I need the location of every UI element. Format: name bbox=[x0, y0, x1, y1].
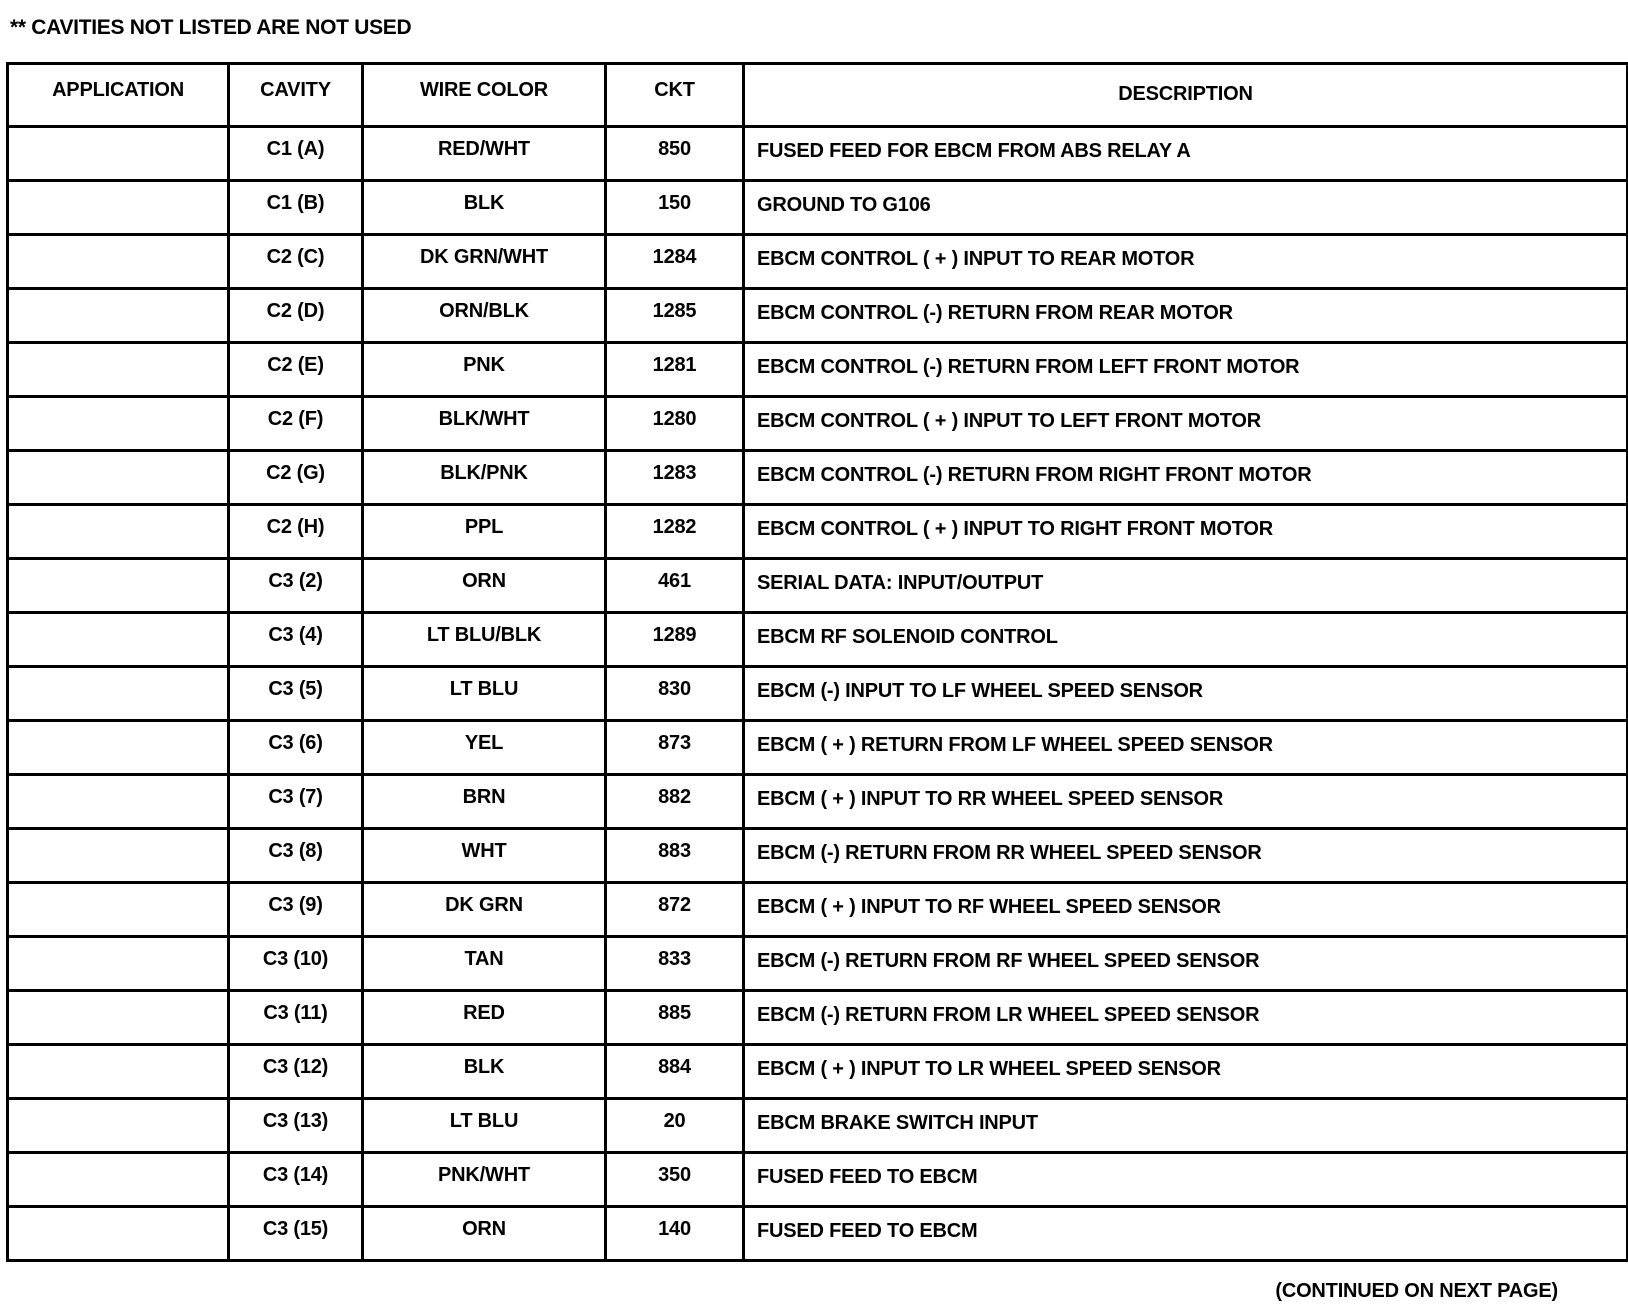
wire-color-cell: ORN/BLK bbox=[363, 289, 606, 343]
ckt-cell: 885 bbox=[606, 991, 744, 1045]
table-row bbox=[8, 559, 1628, 613]
description-cell: EBCM CONTROL (-) RETURN FROM LEFT FRONT MOTOR bbox=[744, 343, 1628, 397]
application-cell bbox=[8, 991, 229, 1045]
table-row bbox=[8, 1045, 1628, 1099]
table-row bbox=[8, 289, 1628, 343]
application-cell bbox=[8, 937, 229, 991]
wire-color-cell: LT BLU bbox=[363, 1099, 606, 1153]
wire-color-cell: ORN bbox=[363, 1207, 606, 1261]
ckt-cell: 1282 bbox=[606, 505, 744, 559]
ckt-cell: 20 bbox=[606, 1099, 744, 1153]
ckt-cell: 350 bbox=[606, 1153, 744, 1207]
application-cell bbox=[8, 127, 229, 181]
table-body bbox=[8, 127, 1628, 1261]
description-cell: FUSED FEED TO EBCM bbox=[744, 1207, 1628, 1261]
cavity-cell: C3 (15) bbox=[229, 1207, 363, 1261]
description-cell: EBCM CONTROL (-) RETURN FROM RIGHT FRONT MOTOR bbox=[744, 451, 1628, 505]
table-row bbox=[8, 613, 1628, 667]
application-cell bbox=[8, 505, 229, 559]
cavity-cell: C3 (7) bbox=[229, 775, 363, 829]
cavity-cell: C2 (C) bbox=[229, 235, 363, 289]
description-cell: FUSED FEED FOR EBCM FROM ABS RELAY A bbox=[744, 127, 1628, 181]
table-row bbox=[8, 235, 1628, 289]
ckt-cell: 830 bbox=[606, 667, 744, 721]
wire-color-cell: DK GRN bbox=[363, 883, 606, 937]
ckt-cell: 1281 bbox=[606, 343, 744, 397]
cavity-cell: C3 (6) bbox=[229, 721, 363, 775]
wire-color-cell: BLK/PNK bbox=[363, 451, 606, 505]
ckt-cell: 1280 bbox=[606, 397, 744, 451]
table-row bbox=[8, 397, 1628, 451]
wire-color-cell: BLK/WHT bbox=[363, 397, 606, 451]
header-description: DESCRIPTION bbox=[744, 64, 1628, 127]
table-row bbox=[8, 505, 1628, 559]
ckt-cell: 882 bbox=[606, 775, 744, 829]
wire-color-cell: RED/WHT bbox=[363, 127, 606, 181]
table-row bbox=[8, 1153, 1628, 1207]
application-cell bbox=[8, 721, 229, 775]
application-cell bbox=[8, 1207, 229, 1261]
description-cell: EBCM ( + ) INPUT TO RF WHEEL SPEED SENSOR bbox=[744, 883, 1628, 937]
cavity-cell: C3 (2) bbox=[229, 559, 363, 613]
table-row bbox=[8, 1207, 1628, 1261]
cavity-cell: C2 (F) bbox=[229, 397, 363, 451]
ckt-cell: 883 bbox=[606, 829, 744, 883]
ckt-cell: 150 bbox=[606, 181, 744, 235]
description-cell: EBCM CONTROL ( + ) INPUT TO REAR MOTOR bbox=[744, 235, 1628, 289]
wire-color-cell: BLK bbox=[363, 181, 606, 235]
application-cell bbox=[8, 181, 229, 235]
wire-color-cell: TAN bbox=[363, 937, 606, 991]
application-cell bbox=[8, 1045, 229, 1099]
application-cell bbox=[8, 775, 229, 829]
wire-color-cell: LT BLU/BLK bbox=[363, 613, 606, 667]
table-row bbox=[8, 181, 1628, 235]
description-cell: SERIAL DATA: INPUT/OUTPUT bbox=[744, 559, 1628, 613]
ckt-cell: 1284 bbox=[606, 235, 744, 289]
description-cell: EBCM ( + ) INPUT TO RR WHEEL SPEED SENSOR bbox=[744, 775, 1628, 829]
description-cell: EBCM (-) RETURN FROM RR WHEEL SPEED SENSOR bbox=[744, 829, 1628, 883]
table-row bbox=[8, 343, 1628, 397]
wire-color-cell: RED bbox=[363, 991, 606, 1045]
header-application: APPLICATION bbox=[8, 64, 229, 127]
header-ckt: CKT bbox=[606, 64, 744, 127]
description-cell: EBCM (-) RETURN FROM RF WHEEL SPEED SENSOR bbox=[744, 937, 1628, 991]
description-cell: EBCM (-) RETURN FROM LR WHEEL SPEED SENSOR bbox=[744, 991, 1628, 1045]
application-cell bbox=[8, 829, 229, 883]
cavity-cell: C3 (12) bbox=[229, 1045, 363, 1099]
ckt-cell: 873 bbox=[606, 721, 744, 775]
cavity-cell: C3 (14) bbox=[229, 1153, 363, 1207]
table-row bbox=[8, 1099, 1628, 1153]
application-cell bbox=[8, 451, 229, 505]
description-cell: EBCM ( + ) RETURN FROM LF WHEEL SPEED SENSOR bbox=[744, 721, 1628, 775]
application-cell bbox=[8, 1153, 229, 1207]
cavity-cell: C1 (B) bbox=[229, 181, 363, 235]
description-cell: EBCM RF SOLENOID CONTROL bbox=[744, 613, 1628, 667]
ckt-cell: 461 bbox=[606, 559, 744, 613]
ckt-cell: 1285 bbox=[606, 289, 744, 343]
table-row bbox=[8, 829, 1628, 883]
table-row bbox=[8, 883, 1628, 937]
table-row bbox=[8, 937, 1628, 991]
ckt-cell: 1289 bbox=[606, 613, 744, 667]
header-row bbox=[8, 64, 1628, 127]
cavity-cell: C2 (D) bbox=[229, 289, 363, 343]
application-cell bbox=[8, 397, 229, 451]
cavity-cell: C3 (8) bbox=[229, 829, 363, 883]
cavity-cell: C3 (11) bbox=[229, 991, 363, 1045]
wire-color-cell: YEL bbox=[363, 721, 606, 775]
wire-color-cell: PNK/WHT bbox=[363, 1153, 606, 1207]
application-cell bbox=[8, 289, 229, 343]
description-cell: GROUND TO G106 bbox=[744, 181, 1628, 235]
cavity-cell: C2 (G) bbox=[229, 451, 363, 505]
header-wire-color: WIRE COLOR bbox=[363, 64, 606, 127]
table-row bbox=[8, 667, 1628, 721]
ckt-cell: 872 bbox=[606, 883, 744, 937]
description-cell: EBCM BRAKE SWITCH INPUT bbox=[744, 1099, 1628, 1153]
cavity-cell: C3 (13) bbox=[229, 1099, 363, 1153]
ckt-cell: 884 bbox=[606, 1045, 744, 1099]
table-row bbox=[8, 775, 1628, 829]
cavity-cell: C3 (4) bbox=[229, 613, 363, 667]
cavity-cell: C2 (H) bbox=[229, 505, 363, 559]
description-cell: EBCM CONTROL (-) RETURN FROM REAR MOTOR bbox=[744, 289, 1628, 343]
cavity-cell: C1 (A) bbox=[229, 127, 363, 181]
connector-pinout-table bbox=[6, 62, 1628, 1262]
ckt-cell: 833 bbox=[606, 937, 744, 991]
cavity-cell: C2 (E) bbox=[229, 343, 363, 397]
wire-color-cell: DK GRN/WHT bbox=[363, 235, 606, 289]
cavity-cell: C3 (10) bbox=[229, 937, 363, 991]
description-cell: EBCM ( + ) INPUT TO LR WHEEL SPEED SENSOR bbox=[744, 1045, 1628, 1099]
cavity-cell: C3 (5) bbox=[229, 667, 363, 721]
table-row bbox=[8, 451, 1628, 505]
wire-color-cell: BLK bbox=[363, 1045, 606, 1099]
description-cell: EBCM CONTROL ( + ) INPUT TO RIGHT FRONT MOTOR bbox=[744, 505, 1628, 559]
description-cell: EBCM (-) INPUT TO LF WHEEL SPEED SENSOR bbox=[744, 667, 1628, 721]
description-cell: EBCM CONTROL ( + ) INPUT TO LEFT FRONT MOTOR bbox=[744, 397, 1628, 451]
wire-color-cell: PNK bbox=[363, 343, 606, 397]
wire-color-cell: BRN bbox=[363, 775, 606, 829]
wire-color-cell: PPL bbox=[363, 505, 606, 559]
description-cell: FUSED FEED TO EBCM bbox=[744, 1153, 1628, 1207]
table-header bbox=[8, 64, 1628, 127]
wire-color-cell: ORN bbox=[363, 559, 606, 613]
ckt-cell: 850 bbox=[606, 127, 744, 181]
application-cell bbox=[8, 235, 229, 289]
table-row bbox=[8, 721, 1628, 775]
application-cell bbox=[8, 667, 229, 721]
unused-cavities-note: ** CAVITIES NOT LISTED ARE NOT USED bbox=[10, 16, 412, 39]
table-row bbox=[8, 127, 1628, 181]
application-cell bbox=[8, 343, 229, 397]
ckt-cell: 140 bbox=[606, 1207, 744, 1261]
continued-note: (CONTINUED ON NEXT PAGE) bbox=[1275, 1280, 1558, 1302]
wire-color-cell: LT BLU bbox=[363, 667, 606, 721]
ckt-cell: 1283 bbox=[606, 451, 744, 505]
table-row bbox=[8, 991, 1628, 1045]
application-cell bbox=[8, 613, 229, 667]
application-cell bbox=[8, 559, 229, 613]
application-cell bbox=[8, 1099, 229, 1153]
wire-color-cell: WHT bbox=[363, 829, 606, 883]
application-cell bbox=[8, 883, 229, 937]
header-cavity: CAVITY bbox=[229, 64, 363, 127]
cavity-cell: C3 (9) bbox=[229, 883, 363, 937]
